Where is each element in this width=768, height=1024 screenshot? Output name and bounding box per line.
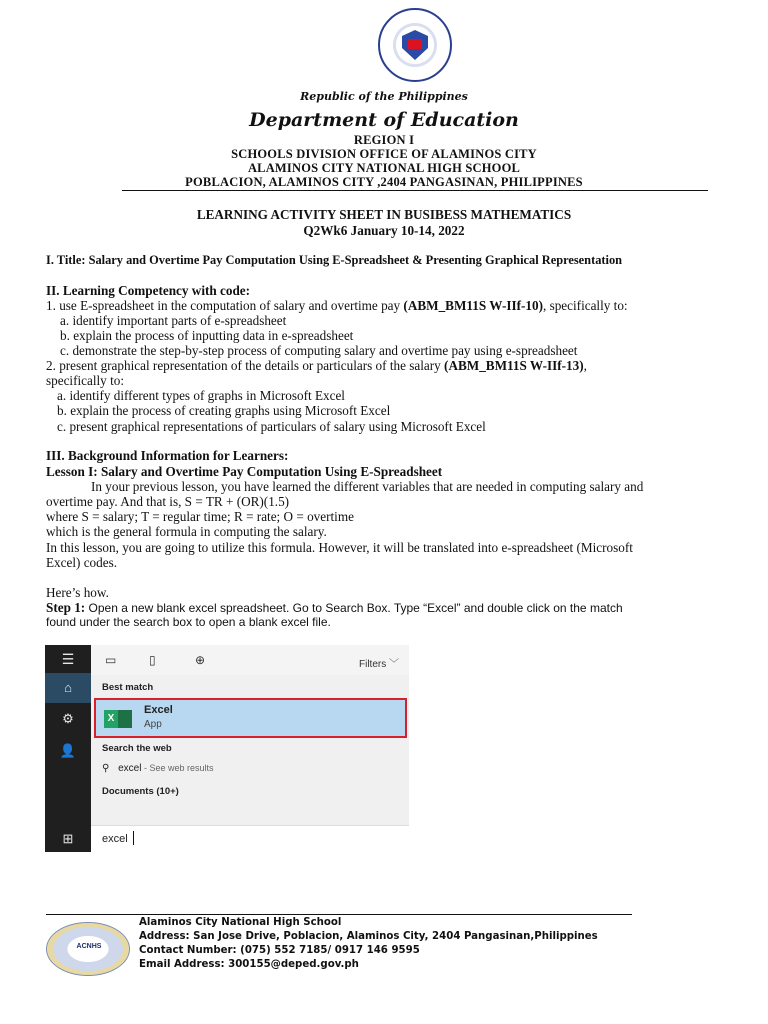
competency-1a: a. identify important parts of e-spreadsheet bbox=[60, 313, 287, 328]
heres-how: Here’s how. bbox=[46, 585, 109, 600]
home-icon[interactable]: ⌂ bbox=[64, 680, 72, 695]
user-icon[interactable]: 👤 bbox=[59, 743, 77, 758]
competency-1-tail: , specifically to: bbox=[542, 298, 628, 313]
search-toolbar bbox=[91, 645, 409, 675]
competency-item-1 bbox=[46, 298, 628, 314]
gear-icon[interactable]: ⚙ bbox=[62, 711, 74, 726]
document-icon[interactable]: ▯ bbox=[149, 653, 156, 667]
step1-line2: found under the search box to open a blank excel file. bbox=[46, 615, 331, 629]
para1-line2: overtime pay. And that is, S = TR + (OR)(1.5) bbox=[46, 494, 290, 509]
competency-2-text: 2. present graphical representation of the details or particulars of the salary bbox=[46, 358, 445, 373]
footer-email: Email Address: 300155@deped.gov.ph bbox=[139, 959, 359, 970]
seal-shield-icon bbox=[402, 30, 428, 60]
school-logo-text: ACNHS bbox=[76, 943, 102, 950]
excel-app-name: Excel bbox=[144, 704, 173, 716]
department-title: Department of Education bbox=[249, 109, 519, 131]
excel-icon: X bbox=[104, 710, 132, 728]
para1-line3: where S = salary; T = regular time; R = rate; O = overtime bbox=[46, 509, 354, 524]
excel-app-type: App bbox=[144, 719, 162, 730]
lesson-title: Lesson I: Salary and Overtime Pay Computation Using E-Spreadsheet bbox=[46, 464, 443, 479]
deped-seal bbox=[378, 8, 452, 82]
competency-2b: b. explain the process of creating graphs using Microsoft Excel bbox=[57, 403, 391, 418]
para1-line4: which is the general formula in computing the salary. bbox=[46, 524, 327, 539]
footer-contact: Contact Number: (075) 552 7185/ 0917 146 9595 bbox=[139, 945, 420, 956]
search-input[interactable] bbox=[91, 825, 409, 853]
start-menu-rail bbox=[45, 645, 91, 852]
sheet-title: LEARNING ACTIVITY SHEET IN BUSIBESS MATHEMATICS bbox=[196, 207, 572, 222]
web-result[interactable] bbox=[102, 763, 214, 774]
header-rule bbox=[122, 190, 708, 191]
search-value: excel bbox=[102, 833, 128, 845]
footer-address: Address: San Jose Drive, Poblacion, Alaminos City, 2404 Pangasinan,Philippines bbox=[139, 931, 598, 942]
competency-1c: c. demonstrate the step-by-step process of computing salary and overtime pay using e-spreadsheet bbox=[60, 343, 578, 358]
republic-line: Republic of the Philippines bbox=[300, 90, 468, 103]
documents-label[interactable]: Documents (10+) bbox=[102, 786, 179, 797]
division-line: SCHOOLS DIVISION OFFICE OF ALAMINOS CITY bbox=[231, 147, 537, 161]
search-web-label: Search the web bbox=[102, 743, 172, 754]
footer-rule bbox=[46, 914, 632, 915]
competency-item-2 bbox=[46, 358, 587, 374]
filters-button[interactable] bbox=[359, 655, 399, 670]
web-suffix: - See web results bbox=[141, 763, 214, 773]
sheet-week: Q2Wk6 January 10-14, 2022 bbox=[303, 223, 465, 238]
competency-1-code: (ABM_BM11S W-IIf-10) bbox=[403, 298, 543, 313]
competency-2-cont: specifically to: bbox=[46, 373, 124, 388]
best-match-label: Best match bbox=[102, 682, 154, 693]
search-icon: ⚲ bbox=[102, 763, 110, 774]
school-line: ALAMINOS CITY NATIONAL HIGH SCHOOL bbox=[247, 161, 521, 175]
hamburger-icon[interactable]: ☰ bbox=[61, 651, 75, 667]
windows-search-screenshot bbox=[45, 645, 409, 852]
chevron-down-icon: ﹀ bbox=[389, 659, 399, 670]
para2-line1: In this lesson, you are going to utilize this formula. However, it will be translated into e-spreadsheet (Microsoft bbox=[46, 540, 633, 555]
competency-2-code: (ABM_BM11S W-IIf-13) bbox=[444, 358, 584, 373]
competency-1-text: 1. use E-spreadsheet in the computation of salary and overtime pay bbox=[46, 298, 404, 313]
competency-2a: a. identify different types of graphs in Microsoft Excel bbox=[57, 388, 345, 403]
competency-1b: b. explain the process of inputting data in e-spreadsheet bbox=[60, 328, 354, 343]
para2-line2: Excel) codes. bbox=[46, 555, 118, 570]
step1-label: Step 1: bbox=[46, 600, 86, 615]
school-logo bbox=[46, 922, 130, 976]
section3-heading: III. Background Information for Learners: bbox=[46, 448, 289, 463]
apps-icon[interactable]: ▭ bbox=[105, 653, 117, 667]
section1-title: I. Title: Salary and Overtime Pay Computation Using E-Spreadsheet & Presenting Graphical Representation bbox=[46, 253, 623, 267]
windows-icon[interactable]: ⊞ bbox=[62, 831, 74, 846]
section2-heading: II. Learning Competency with code: bbox=[46, 283, 251, 298]
address-line: POBLACION, ALAMINOS CITY ,2404 PANGASINAN, PHILIPPINES bbox=[185, 175, 583, 189]
para1-line1: In your previous lesson, you have learned the different variables that are needed in computing salary and bbox=[91, 479, 644, 494]
text-caret bbox=[133, 831, 134, 845]
excel-result[interactable] bbox=[94, 698, 407, 738]
globe-icon[interactable]: ⊕ bbox=[195, 653, 206, 667]
filters-label: Filters bbox=[358, 659, 387, 670]
competency-2c: c. present graphical representations of particulars of salary using Microsoft Excel bbox=[57, 419, 486, 434]
web-query: excel bbox=[118, 763, 142, 774]
competency-2-tail: , bbox=[583, 358, 587, 373]
region-line: REGION I bbox=[353, 133, 415, 147]
step1-text: Open a new blank excel spreadsheet. Go to Search Box. Type “Excel” and double click on the match bbox=[85, 601, 623, 615]
footer-school: Alaminos City National High School bbox=[139, 917, 342, 928]
